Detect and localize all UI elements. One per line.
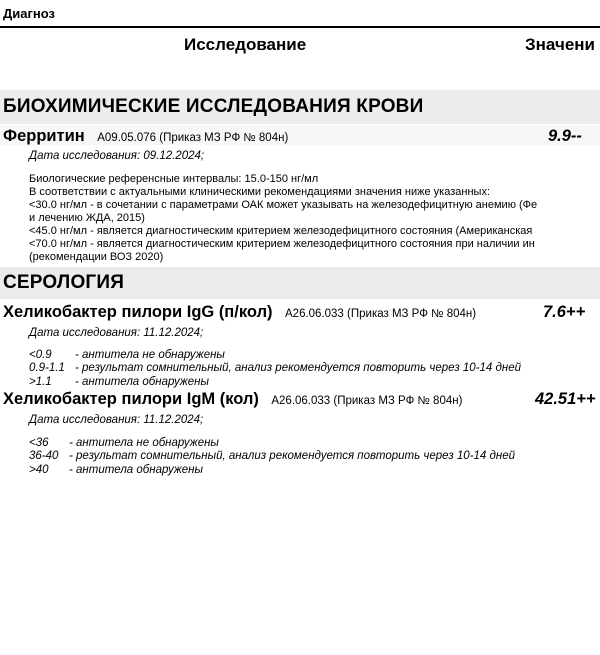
note-line: <45.0 нг/мл - является диагностическим критерием железодефицитного состояния (Американская xyxy=(29,225,533,237)
test-name-igg xyxy=(3,303,476,322)
reference-text: - антитела обнаружены xyxy=(75,375,209,388)
header-rule xyxy=(0,26,600,28)
reference-text: - результат сомнительный, анализ рекомендуется повторить через 10-14 дней xyxy=(69,450,515,463)
reference-row xyxy=(29,376,521,389)
reference-range: >1.1 xyxy=(29,375,52,388)
column-header-value: Значени xyxy=(525,35,595,54)
reference-row xyxy=(29,362,521,375)
test-code: A09.05.076 (Приказ МЗ РФ № 804н) xyxy=(97,132,289,144)
note-line: <70.0 нг/мл - является диагностическим критерием железодефицитного состояния при наличии ин xyxy=(29,238,535,250)
reference-row xyxy=(29,464,515,477)
reference-text: - антитела обнаружены xyxy=(69,463,203,476)
igg-reference-list xyxy=(29,349,521,389)
reference-range: >40 xyxy=(29,463,49,476)
test-name-ferritin xyxy=(3,127,288,146)
test-value-igg: 7.6++ xyxy=(543,303,586,321)
reference-range: 0.9-1.1 xyxy=(29,362,65,375)
note-line: (рекомендации ВОЗ 2020) xyxy=(29,251,164,263)
test-date-ferritin: Дата исследования: 09.12.2024; xyxy=(29,150,205,162)
reference-text: - антитела не обнаружены xyxy=(75,349,225,361)
reference-row xyxy=(29,450,515,463)
note-line: <30.0 нг/мл - в сочетании с параметрами ОАК может указывать на железодефицитную анемию (Фе xyxy=(29,199,538,211)
reference-text: - результат сомнительный, анализ рекомендуется повторить через 10-14 дней xyxy=(75,362,521,375)
test-code: A26.06.033 (Приказ МЗ РФ № 804н) xyxy=(271,395,463,407)
column-header-study: Исследование xyxy=(184,35,307,54)
note-line: и лечению ЖДА, 2015) xyxy=(29,212,145,224)
reference-row xyxy=(29,437,515,450)
note-line: Биологические референсные интервалы: 15.0-150 нг/мл xyxy=(29,173,319,185)
reference-range: <36 xyxy=(29,437,49,449)
test-name: Хеликобактер пилори IgG (п/кол) xyxy=(3,303,273,321)
section-title-biochemistry: БИОХИМИЧЕСКИЕ ИССЛЕДОВАНИЯ КРОВИ xyxy=(3,96,424,117)
test-name-igm xyxy=(3,390,462,409)
reference-row xyxy=(29,349,521,362)
note-line: В соответствии с актуальными клиническими рекомендациями значения ниже указанных: xyxy=(29,186,491,198)
test-date-igm: Дата исследования: 11.12.2024; xyxy=(29,414,204,426)
test-value-ferritin: 9.9-- xyxy=(548,127,582,145)
reference-range: 36-40 xyxy=(29,450,59,463)
reference-range: <0.9 xyxy=(29,349,52,361)
test-name: Ферритин xyxy=(3,127,85,145)
igm-reference-list xyxy=(29,437,515,477)
section-title-serology: СЕРОЛОГИЯ xyxy=(3,272,125,293)
test-code: A26.06.033 (Приказ МЗ РФ № 804н) xyxy=(285,308,477,320)
reference-text: - антитела не обнаружены xyxy=(69,437,219,449)
test-value-igm: 42.51++ xyxy=(535,390,596,408)
test-name: Хеликобактер пилори IgM (кол) xyxy=(3,390,259,408)
diagnosis-label: Диагноз xyxy=(3,6,55,21)
ferritin-notes xyxy=(29,173,537,264)
test-date-igg: Дата исследования: 11.12.2024; xyxy=(29,327,204,339)
